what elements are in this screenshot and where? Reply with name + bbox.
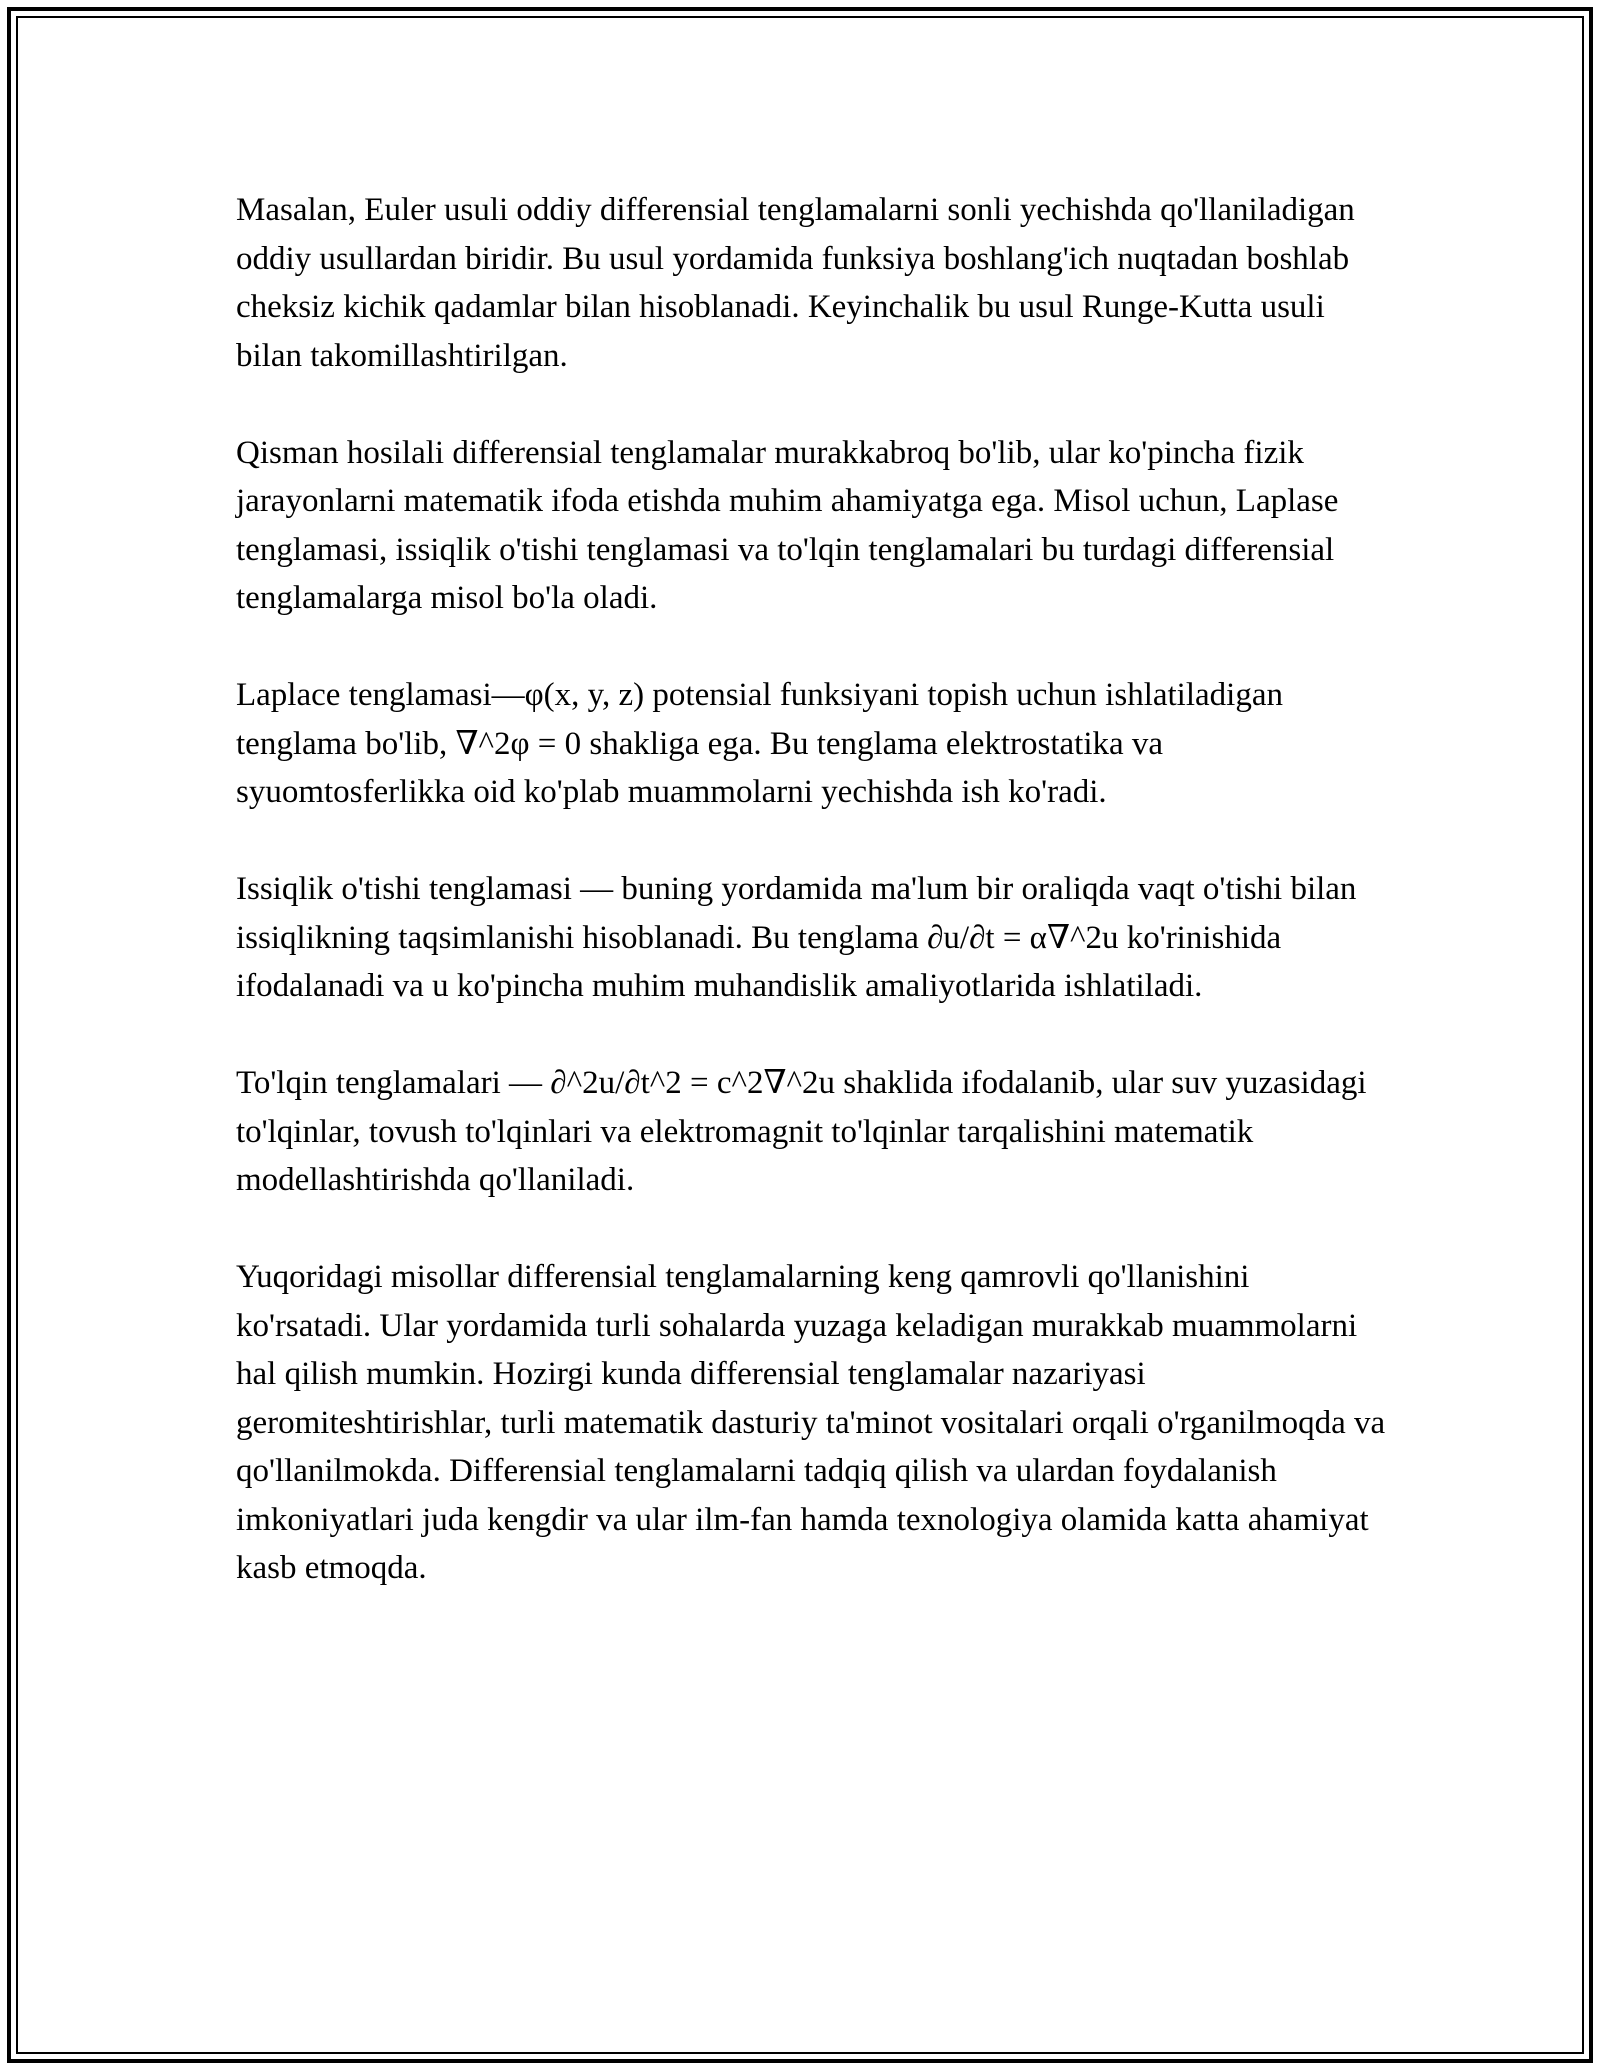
- paragraph-conclusion: Yuqoridagi misollar differensial tenglamalarning keng qamrovli qo'llanishini ko'rsatadi. Ular yordamida turli sohalarda yuzaga keladigan murakkab muammolarni hal qilish mumkin. Hozirgi kunda differensial tenglamalar nazariyasi geromiteshtirishlar, turli matematik dasturiy ta'minot vositalari orqali o'rganilmoqda va qo'llanilmokda. Differensial tenglamalarni tadqiq qilish va ulardan foydalanish imkoniyatlari juda kengdir va ular ilm-fan hamda texnologiya olamida katta ahamiyat kasb etmoqda.: [236, 1259, 1386, 1586]
- paragraph-wave-equation: To'lqin tenglamalari — ∂^2u/∂t^2 = c^2∇^2u shaklida ifodalanib, ular suv yuzasidagi to'lqinlar, tovush to'lqinlari va elektromagnit to'lqinlar tarqalishini matematik modellashtirishda qo'llaniladi.: [236, 1065, 1367, 1198]
- paragraph-laplace-equation: Laplace tenglamasi—φ(x, y, z) potensial funksiyani topish uchun ishlatiladigan tenglama bo'lib, ∇^2φ = 0 shakliga ega. Bu tenglama elektrostatika va syuomtosferlikka oid ko'plab muammolarni yechishda ish ko'radi.: [236, 677, 1283, 810]
- paragraph-euler-method: Masalan, Euler usuli oddiy differensial tenglamalarni sonli yechishda qo'llaniladigan oddiy usullardan biridir. Bu usul yordamida funksiya boshlang'ich nuqtadan boshlab cheksiz kichik qadamlar bilan hisoblanadi. Keyinchalik bu usul Runge-Kutta usuli bilan takomillashtirilgan.: [236, 192, 1355, 374]
- document-body: [236, 186, 1386, 1641]
- paragraph-heat-equation: Issiqlik o'tishi tenglamasi — buning yordamida ma'lum bir oraliqda vaqt o'tishi bilan issiqlikning taqsimlanishi hisoblanadi. Bu tenglama ∂u/∂t = α∇^2u ko'rinishida ifodalanadi va u ko'pincha muhim muhandislik amaliyotlarida ishlatiladi.: [236, 871, 1357, 1004]
- paragraph-partial-derivative-equations: Qisman hosilali differensial tenglamalar murakkabroq bo'lib, ular ko'pincha fizik jarayonlarni matematik ifoda etishda muhim ahamiyatga ega. Misol uchun, Laplase tenglamasi, issiqlik o'tishi tenglamasi va to'lqin tenglamalari bu turdagi differensial tenglamalarga misol bo'la oladi.: [236, 434, 1339, 616]
